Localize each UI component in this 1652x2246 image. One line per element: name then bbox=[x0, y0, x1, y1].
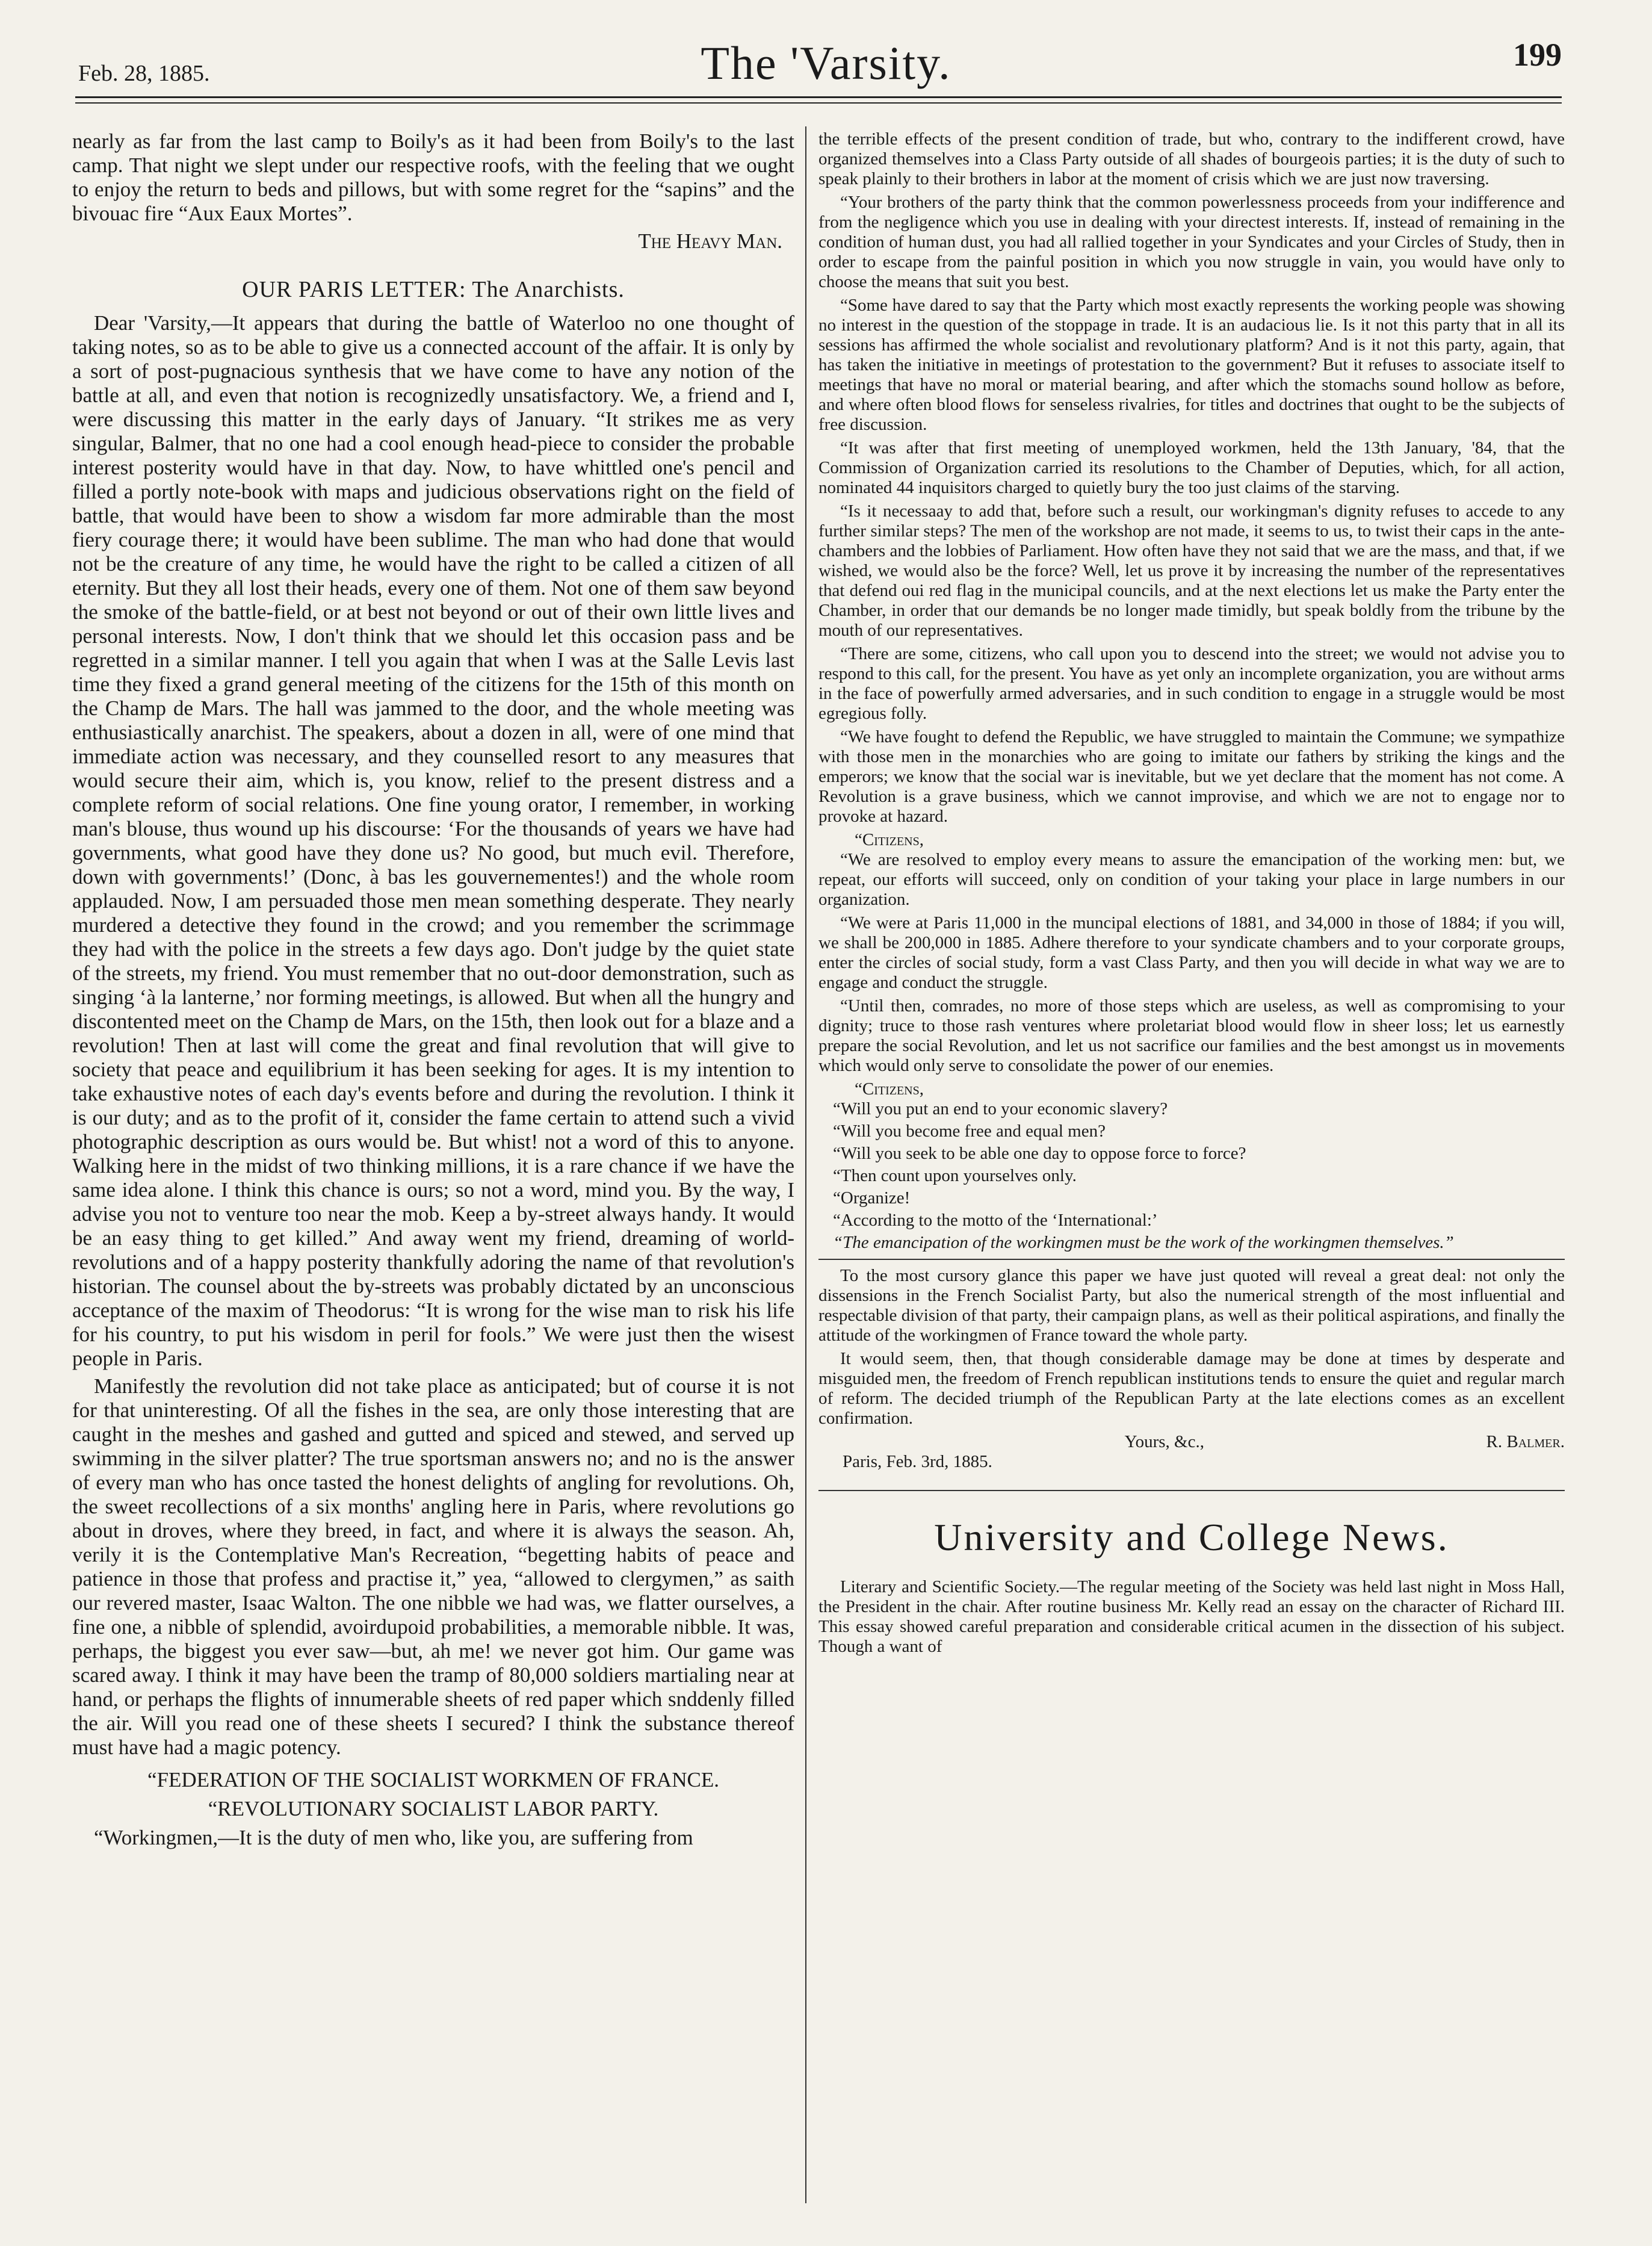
citizens-heading: “Citizens, bbox=[855, 830, 924, 849]
party-line: “REVOLUTIONARY SOCIALIST LABOR PARTY. bbox=[208, 1797, 659, 1820]
signature-line bbox=[818, 1432, 1565, 1452]
left-column bbox=[72, 129, 794, 2206]
section-divider bbox=[818, 1259, 1565, 1260]
body-paragraph: “Your brothers of the party think that the common powerlessness proceeds from your indifference and from the negligence which you use in dealing with your directest interests. If, instead of remaining in the condition of human dust, you had all rallied together in your Syndicates and your Circles of Study, then in order to escape from the painful position in which you now struggle in vain, you would have only to choose the means that suit you best. bbox=[818, 193, 1565, 291]
sign-yours: Yours, &c., bbox=[1124, 1432, 1204, 1451]
body-paragraph: Manifestly the revolution did not take place as anticipated; but of course it is not for that uninteresting. Of all the fishes in the sea, are only those interesting that are caught in the meshes and gashed and gutted and spiced and stewed, and served up swimming in the silver platter? The true sportsman answers no; and no is the answer of every man who has once tasted the honest delights of angling for revolutions. Oh, the sweet recollections of a six months' angling here in Paris, where revolutions go about in droves, where they breed, in fact, and where it is always the season. Ah, verily it is the Contemplative Man's Recreation, “begetting habits of peace and patience in those that profess and practise it,” yea, “allowed to clergymen,” as saith our revered master, Isaac Walton. The one nibble we had was, we flatter ourselves, a fine one, a nibble of splendid, avoirdupoid probabilities, a memorable nibble. It was, perhaps, the biggest you ever saw—but, ah me! we never got him. Our game was scared away. I think it may have been the tramp of 80,000 soldiers martialing near at hand, or perhaps the flights of innumerable sheets of red paper which snddenly filled the air. Will you read one of these sheets I secured? I think the substance thereof must have had a magic potency. bbox=[72, 1374, 794, 1759]
section-divider bbox=[818, 1490, 1565, 1491]
section-title: University and College News. bbox=[934, 1516, 1449, 1559]
body-paragraph: “Until then, comrades, no more of those steps which are useless, as well as compromising to your dignity; truce to those rash ventures where proletariat blood would flow in sheer loss; let us earnestly prepare the social Revolution, and let us not sacrifice our families and the best amongst us in movements which would only serve to consolidate the power of our enemies. bbox=[818, 996, 1565, 1075]
masthead-rule bbox=[75, 96, 1562, 98]
body-paragraph: “It was after that first meeting of unemployed workmen, held the 13th January, '84, that the Commission of Organization carried its resolutions to the Chamber of Deputies, which, for all action, nominated 44 inquisitors charged to quietly bury the too just claims of the starving. bbox=[818, 438, 1565, 497]
workingmen-line: “Workingmen,—It is the duty of men who, like you, are suffering from bbox=[94, 1826, 693, 1849]
letter-heading: OUR PARIS LETTER: The Anarchists. bbox=[242, 277, 625, 302]
list-item: “According to the motto of the ‘International:’ bbox=[833, 1211, 1158, 1230]
right-column bbox=[818, 129, 1565, 2206]
body-paragraph: “We were at Paris 11,000 in the muncipal elections of 1881, and 34,000 in those of 1884; if you will, we shall be 200,000 in 1885. Adhere therefore to your syndicate chambers and to your corporate groups, enter the circles of social study, form a vast Class Party, and then you will decide in what way we are to engage and conduct the struggle. bbox=[818, 913, 1565, 992]
body-paragraph: “There are some, citizens, who call upon you to descend into the street; we would not advise you to respond to this call, for the present. You have as yet only an incomplete organization, you are without arms in the face of powerfully armed adversaries, and in such condition to engage in a struggle would be most egregious folly. bbox=[818, 644, 1565, 723]
body-paragraph: the terrible effects of the present condition of trade, but who, contrary to the indifferent crowd, have organized themselves into a Class Party outside of all shades of bourgeois parties; it is the duty of such to speak plainly to their brothers in labor at the moment of crisis which we are just now traversing. bbox=[818, 129, 1565, 188]
intro-signature: The Heavy Man. bbox=[638, 229, 782, 253]
body-paragraph: To the most cursory glance this paper we have just quoted will reveal a great deal: not only the dissensions in the French Socialist Party, but also the numerical strength of the most influential and respectable division of that party, their campaign plans, as well as their political aspirations, and finally the attitude of the workingmen of France toward the whole party. bbox=[818, 1266, 1565, 1345]
news-paragraph: Literary and Scientific Society.—The regular meeting of the Society was held last night in Moss Hall, the President in the chair. After routine business Mr. Kelly read an essay on the character of Richard III. This essay showed careful preparation and considerable critical acumen in the dissection of his subject. Though a want of bbox=[818, 1577, 1565, 1656]
body-paragraph: “We are resolved to employ every means to assure the emancipation of the working men: but, we repeat, our efforts will succeed, only on condition of your taking your place in large numbers in our organization. bbox=[818, 850, 1565, 909]
list-item: “Will you seek to be able one day to oppose force to force? bbox=[833, 1144, 1246, 1163]
column-divider bbox=[805, 126, 806, 2203]
masthead bbox=[0, 0, 1652, 102]
motto: “The emancipation of the workingmen must be the work of the workingmen themselves.” bbox=[833, 1233, 1454, 1252]
federation-line: “FEDERATION OF THE SOCIALIST WORKMEN OF FRANCE. bbox=[147, 1768, 719, 1792]
body-paragraph: It would seem, then, that though considerable damage may be done at times by desperate and misguided men, the freedom of French republican institutions tends to ensure the quiet and regular march of reform. The decided triumph of the Republican Party at the late elections comes as an excellent confirmation. bbox=[818, 1349, 1565, 1428]
body-paragraph: “We have fought to defend the Republic, we have struggled to maintain the Commune; we sympathize with those men in the monarchies who are going to imitate our fathers by striking the kings and the emperors; we know that the social war is inevitable, but we yet declare that the moment has not come. A Revolution is a grave business, which we cannot improvise, and which we are not to engage nor to provoke at hazard. bbox=[818, 727, 1565, 826]
intro-paragraph: nearly as far from the last camp to Boily's as it had been from Boily's to the last camp. That night we slept under our respective roofs, with the feeling that we ought to enjoy the return to beds and pillows, but with some regret for the “sapins” and the bivouac fire “Aux Eaux Mortes”. bbox=[72, 129, 794, 225]
body-paragraph: “Is it necessaay to add that, before such a result, our workingman's dignity refuses to accede to any further similar steps? The men of the workshop are not made, it seems to us, to twist their caps in the ante-chambers and the lobbies of Parliament. How often have they not said that we are the mass, and that, if we wished, we would also be the force? Well, let us prove it by increasing the number of the representatives that defend oui red flag in the municipal councils, and at the next elections let us make the Party enter the Chamber, in order that our demands be no longer made timidly, but speak boldly from the tribune by the mouth of our representatives. bbox=[818, 501, 1565, 640]
dateline: Paris, Feb. 3rd, 1885. bbox=[843, 1452, 992, 1471]
questions-list bbox=[818, 1099, 1565, 1253]
masthead-rule-secondary bbox=[75, 102, 1562, 104]
body-paragraph: “Some have dared to say that the Party which most exactly represents the working people was showing no interest in the question of the stoppage in trade. It is an audacious lie. Is it not this party that in all its sessions has affirmed the whole socialist and revolutionary platform? And is it not this party, again, that has taken the initiative in meetings of protestation to the government? But it refuses to associate itself to meetings that have no moral or material bearing, and after which the stomachs sound hollow as before, and where often blood flows for senseless rivalries, for titles and doctrines that ought to be the subjects of free discussion. bbox=[818, 296, 1565, 434]
list-item: “Then count upon yourselves only. bbox=[833, 1166, 1077, 1185]
list-item: “Will you become free and equal men? bbox=[833, 1121, 1106, 1141]
list-item: “Organize! bbox=[833, 1188, 911, 1208]
sign-name: R. Balmer. bbox=[1486, 1432, 1565, 1451]
body-paragraph: Dear 'Varsity,—It appears that during the battle of Waterloo no one thought of taking notes, so as to be able to give us a connected account of the affair. It is only by a sort of post-pugnacious synthesis that we have come to have any notion of the battle at all, and even that notion is recognizedly unsatisfactory. We, a friend and I, were discussing this matter in the early days of January. “It strikes me as very singular, Balmer, that no one had a cool enough head-piece to consider the probable interest posterity would have in that day. Now, to have whittled one's pencil and filled a portly note-book with maps and judicious observations right on the field of battle, that would have been to show a wisdom far more admirable than the most fiery courage there; it would have been sublime. The man who had done that would not be the creature of any time, he would have the right to be called a citizen of all eternity. But they all lost their heads, every one of them. Not one of them saw beyond the smoke of the battle-field, or at best not beyond or out of their own little lives and personal interests. Now, I don't think that we should let this occasion pass and be regretted in a similar manner. I tell you again that when I was at the Salle Levis last time they fixed a grand general meeting of the citizens for the 15th of this month on the Champ de Mars. The hall was jammed to the door, and the whole meeting was enthusiastically anarchist. The speakers, about a dozen in all, were of one mind that immediate action was necessary, and they counselled resort to any measures that would secure their aim, which is, you know, relief to the present distress and a complete reform of social relations. One fine young orator, I remember, in working man's blouse, thus wound up his discourse: ‘For the thousands of years we have had governments, what good have they done us? No good, but much evil. Therefore, down with governments!’ (Donc, à bas les gouvernementes!) and the whole room applauded. Now, I am persuaded those men mean something desperate. They nearly murdered a detective they found in the crowd; and you remember the scrimmage they had with the police in the streets a few days ago. Don't judge by the quiet state of the streets, my friend. You must remember that no out-door demonstration, such as singing ‘à la lanterne,’ nor forming meetings, is allowed. But when all the hungry and discontented meet on the Champ de Mars, on the 15th, then look out for a blaze and a revolution! Then at last will come the great and final revolution that will give to society that peace and equilibrium it has been seeking for ages. It is my intention to take exhaustive notes of each day's events before and during the revolution. I think it is our duty; and as to the profit of it, consider the fame certain to attend such a vivid photographic description as ours would be. But whist! not a word of this to anyone. Walking here in the midst of two thinking millions, it is a rare chance if we have the same idea alone. I think this chance is ours; so not a word, mind you. By the way, I advise you not to venture too near the mob. Keep a by-street always handy. It would be an easy thing to get killed.” And away went my friend, dreaming of world-revolutions and of a happy posterity thankfully adoring the name of that revolution's historian. The counsel about the by-streets was probably dictated by an unconscious acceptance of the maxim of Theodorus: “It is wrong for the wise man to risk his life for his country, to put his wisdom in peril for fools.” We were just then the wisest people in Paris. bbox=[72, 311, 794, 1370]
page-number: 199 bbox=[1513, 37, 1562, 73]
publication-title: The 'Varsity. bbox=[701, 37, 951, 89]
list-item: “Will you put an end to your economic slavery? bbox=[833, 1099, 1168, 1118]
issue-date: Feb. 28, 1885. bbox=[78, 61, 210, 86]
citizens-heading: “Citizens, bbox=[855, 1079, 924, 1099]
